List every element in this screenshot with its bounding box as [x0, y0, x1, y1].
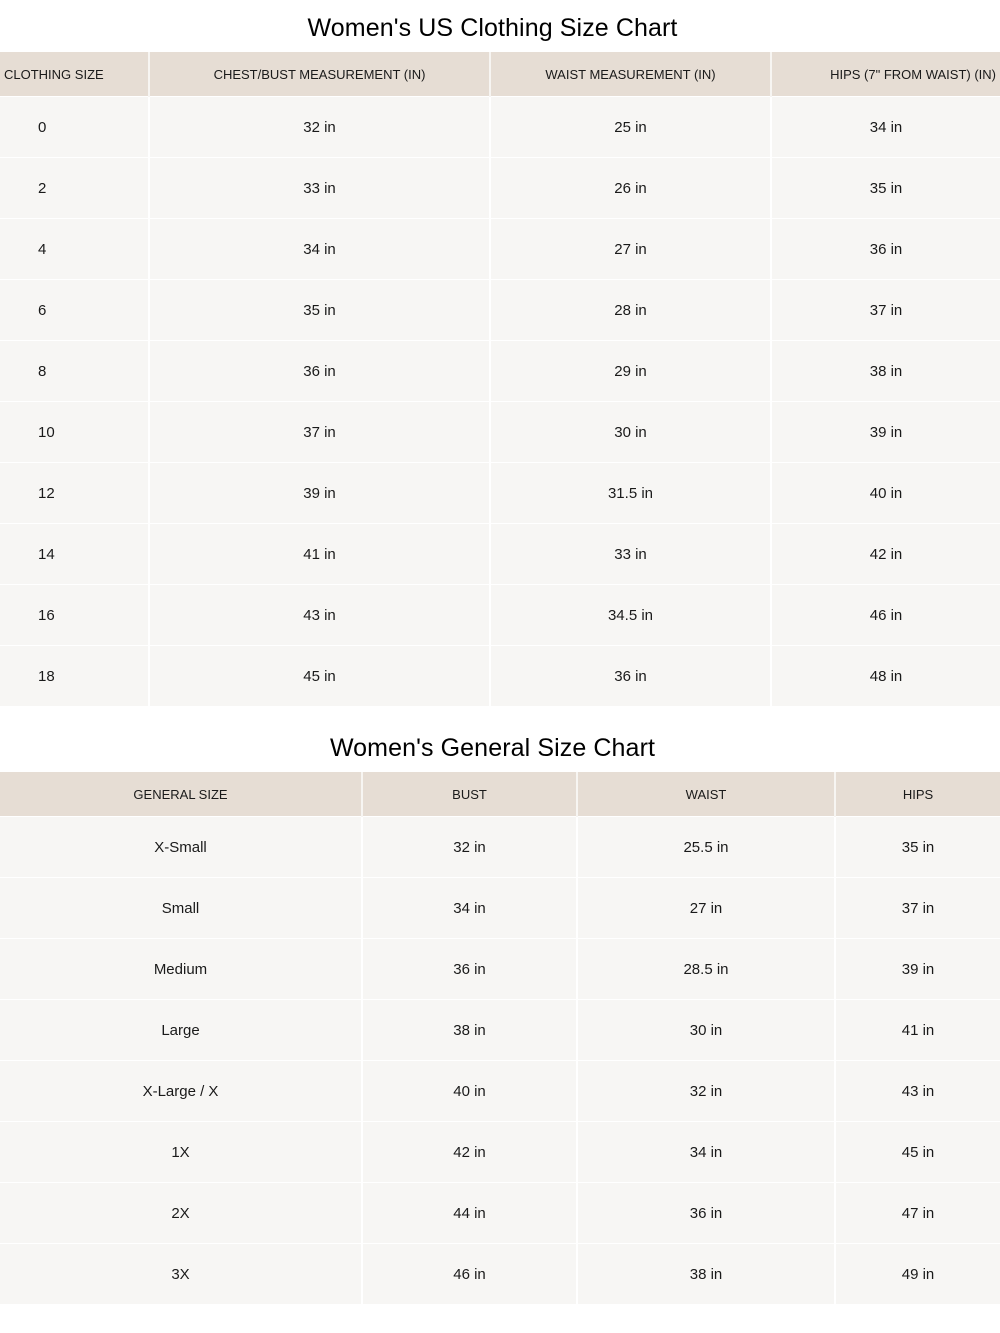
waist-cell: 28.5 in — [577, 939, 835, 1000]
general-size-cell: X-Large / X — [0, 1061, 362, 1122]
waist-cell: 25.5 in — [577, 817, 835, 878]
table-row — [0, 1244, 1000, 1305]
general-size-cell: 3X — [0, 1244, 362, 1305]
header-hips: HIPS (7" FROM WAIST) (IN) — [771, 52, 1000, 97]
hips-cell: 45 in — [835, 1122, 1000, 1183]
hips-cell: 40 in — [771, 463, 1000, 524]
bust-cell: 38 in — [362, 1000, 577, 1061]
bust-cell: 34 in — [362, 878, 577, 939]
chest-bust-cell: 35 in — [149, 280, 490, 341]
waist-cell: 27 in — [490, 219, 771, 280]
waist-cell: 38 in — [577, 1244, 835, 1305]
waist-cell: 34 in — [577, 1122, 835, 1183]
header-hips: HIPS — [835, 772, 1000, 817]
bust-cell: 32 in — [362, 817, 577, 878]
table-row — [0, 1000, 1000, 1061]
hips-cell: 34 in — [771, 97, 1000, 158]
chest-bust-cell: 36 in — [149, 341, 490, 402]
bust-cell: 40 in — [362, 1061, 577, 1122]
hips-cell: 39 in — [771, 402, 1000, 463]
general-size-cell: X-Small — [0, 817, 362, 878]
chest-bust-cell: 39 in — [149, 463, 490, 524]
waist-cell: 31.5 in — [490, 463, 771, 524]
header-chest-bust: CHEST/BUST MEASUREMENT (IN) — [149, 52, 490, 97]
size-cell: 18 — [0, 646, 149, 707]
waist-cell: 34.5 in — [490, 585, 771, 646]
hips-cell: 41 in — [835, 1000, 1000, 1061]
table-row — [0, 402, 1000, 463]
table-row — [0, 939, 1000, 1000]
table-row — [0, 219, 1000, 280]
waist-cell: 28 in — [490, 280, 771, 341]
bust-cell: 36 in — [362, 939, 577, 1000]
chest-bust-cell: 37 in — [149, 402, 490, 463]
bust-cell: 44 in — [362, 1183, 577, 1244]
waist-cell: 32 in — [577, 1061, 835, 1122]
table-row — [0, 817, 1000, 878]
size-cell: 12 — [0, 463, 149, 524]
hips-cell: 43 in — [835, 1061, 1000, 1122]
header-bust: BUST — [362, 772, 577, 817]
hips-cell: 36 in — [771, 219, 1000, 280]
size-cell: 16 — [0, 585, 149, 646]
table-row — [0, 585, 1000, 646]
chest-bust-cell: 45 in — [149, 646, 490, 707]
hips-cell: 38 in — [771, 341, 1000, 402]
header-waist: WAIST — [577, 772, 835, 817]
waist-cell: 26 in — [490, 158, 771, 219]
table-row — [0, 1061, 1000, 1122]
header-general-size: GENERAL SIZE — [0, 772, 362, 817]
table-row — [0, 97, 1000, 158]
us-table-header-row — [0, 52, 1000, 97]
header-waist: WAIST MEASUREMENT (IN) — [490, 52, 771, 97]
hips-cell: 35 in — [771, 158, 1000, 219]
bust-cell: 46 in — [362, 1244, 577, 1305]
general-size-cell: Medium — [0, 939, 362, 1000]
hips-cell: 48 in — [771, 646, 1000, 707]
hips-cell: 46 in — [771, 585, 1000, 646]
size-cell: 4 — [0, 219, 149, 280]
size-cell: 14 — [0, 524, 149, 585]
table-row — [0, 646, 1000, 707]
waist-cell: 27 in — [577, 878, 835, 939]
chest-bust-cell: 34 in — [149, 219, 490, 280]
table-row — [0, 524, 1000, 585]
waist-cell: 33 in — [490, 524, 771, 585]
general-table-header-row — [0, 772, 1000, 817]
hips-cell: 42 in — [771, 524, 1000, 585]
general-size-cell: Small — [0, 878, 362, 939]
table-row — [0, 1183, 1000, 1244]
size-cell: 0 — [0, 97, 149, 158]
size-cell: 6 — [0, 280, 149, 341]
us-size-table — [0, 52, 1000, 706]
chest-bust-cell: 43 in — [149, 585, 490, 646]
table-row — [0, 341, 1000, 402]
waist-cell: 36 in — [577, 1183, 835, 1244]
waist-cell: 30 in — [490, 402, 771, 463]
hips-cell: 47 in — [835, 1183, 1000, 1244]
chest-bust-cell: 32 in — [149, 97, 490, 158]
size-cell: 10 — [0, 402, 149, 463]
general-size-chart-title: Women's General Size Chart — [329, 734, 656, 762]
table-row — [0, 1122, 1000, 1183]
hips-cell: 37 in — [771, 280, 1000, 341]
table-row — [0, 878, 1000, 939]
header-clothing-size: CLOTHING SIZE — [0, 52, 149, 97]
hips-cell: 39 in — [835, 939, 1000, 1000]
general-size-table — [0, 772, 1000, 1304]
general-size-cell: Large — [0, 1000, 362, 1061]
waist-cell: 36 in — [490, 646, 771, 707]
chest-bust-cell: 33 in — [149, 158, 490, 219]
size-cell: 2 — [0, 158, 149, 219]
chest-bust-cell: 41 in — [149, 524, 490, 585]
table-row — [0, 280, 1000, 341]
waist-cell: 25 in — [490, 97, 771, 158]
table-row — [0, 158, 1000, 219]
general-size-cell: 2X — [0, 1183, 362, 1244]
waist-cell: 29 in — [490, 341, 771, 402]
bust-cell: 42 in — [362, 1122, 577, 1183]
hips-cell: 49 in — [835, 1244, 1000, 1305]
hips-cell: 37 in — [835, 878, 1000, 939]
table-row — [0, 463, 1000, 524]
general-size-cell: 1X — [0, 1122, 362, 1183]
waist-cell: 30 in — [577, 1000, 835, 1061]
size-cell: 8 — [0, 341, 149, 402]
hips-cell: 35 in — [835, 817, 1000, 878]
us-size-chart-title: Women's US Clothing Size Chart — [307, 14, 678, 42]
